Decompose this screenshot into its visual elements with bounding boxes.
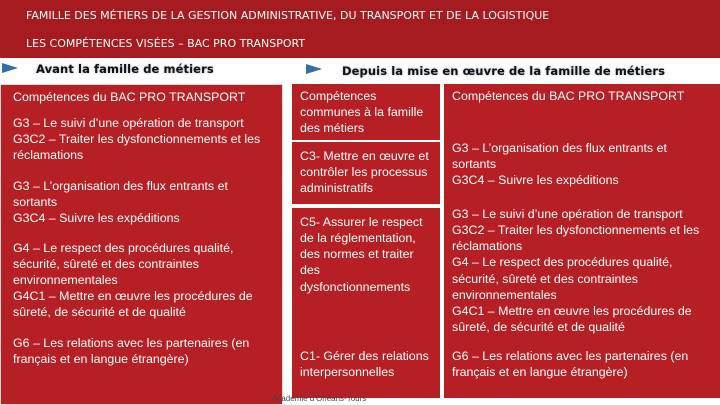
left-box-title: Compétences du BAC PRO TRANSPORT — [13, 90, 246, 104]
header-banner — [0, 0, 720, 58]
left-item-g6: G6 – Les relations avec les partenaires (en français et en langue étrangère) — [13, 335, 250, 366]
right-item-g3-flux: G3 – L’organisation des flux entrants et sortants G3C4 – Suivre les expéditions — [444, 136, 720, 208]
arrow-icon — [2, 63, 18, 73]
page-subtitle: LES COMPÉTENCES VISÉES – BAC PRO TRANSPORT — [26, 37, 306, 50]
right-col-title: Compétences du BAC PRO TRANSPORT — [444, 84, 720, 140]
left-competences-box — [0, 84, 283, 405]
left-item-g4: G4 – Le respect des procédures qualité, sécurité, sûreté et des contraintes environnementales G4C1 – Mettre en œuvre les procédures de sûreté, de sécurité et de qualité — [13, 240, 253, 320]
comparison-grid — [292, 84, 720, 405]
common-item-c5: C5- Assurer le respect de la réglementation, des normes et traiter des dysfonctionnements — [292, 208, 440, 346]
page-title: FAMILLE DES MÉTIERS DE LA GESTION ADMINISTRATIVE, DU TRANSPORT ET DE LA LOGISTIQUE — [26, 9, 550, 22]
common-item-c1: C1- Gérer des relations interpersonnelles — [292, 340, 440, 398]
footer-credit: Académie d’Orléans-Tours — [272, 394, 367, 403]
right-item-g3-g4: G3 – Le suivi d’une opération de transport G3C2 – Traiter les dysfonctionnements et les réclamations G4 – Le respect des procédures qualité, sécurité, sûreté et des contraintes environnementales G4C1 – Mettre en œuvre les procédures de sûreté, de sécurité et de qualité — [444, 202, 720, 348]
left-section-heading: Avant la famille de métiers — [36, 62, 214, 76]
right-section-heading: Depuis la mise en œuvre de la famille de métiers — [342, 64, 666, 78]
arrow-icon — [306, 64, 322, 74]
right-item-g6: G6 – Les relations avec les partenaires (en français et en langue étrangère) — [444, 340, 720, 398]
common-item-c3: C3- Mettre en œuvre et contrôler les processus administratifs — [292, 142, 440, 204]
left-item-g3-suivi: G3 – Le suivi d’une opération de transport G3C2 – Traiter les dysfonctionnements et les réclamations — [13, 116, 261, 163]
common-competences-title: Compétences communes à la famille des métiers — [292, 84, 440, 140]
left-item-g3-flux: G3 – L’organisation des flux entrants et sortants G3C4 – Suivre les expéditions — [13, 178, 228, 225]
